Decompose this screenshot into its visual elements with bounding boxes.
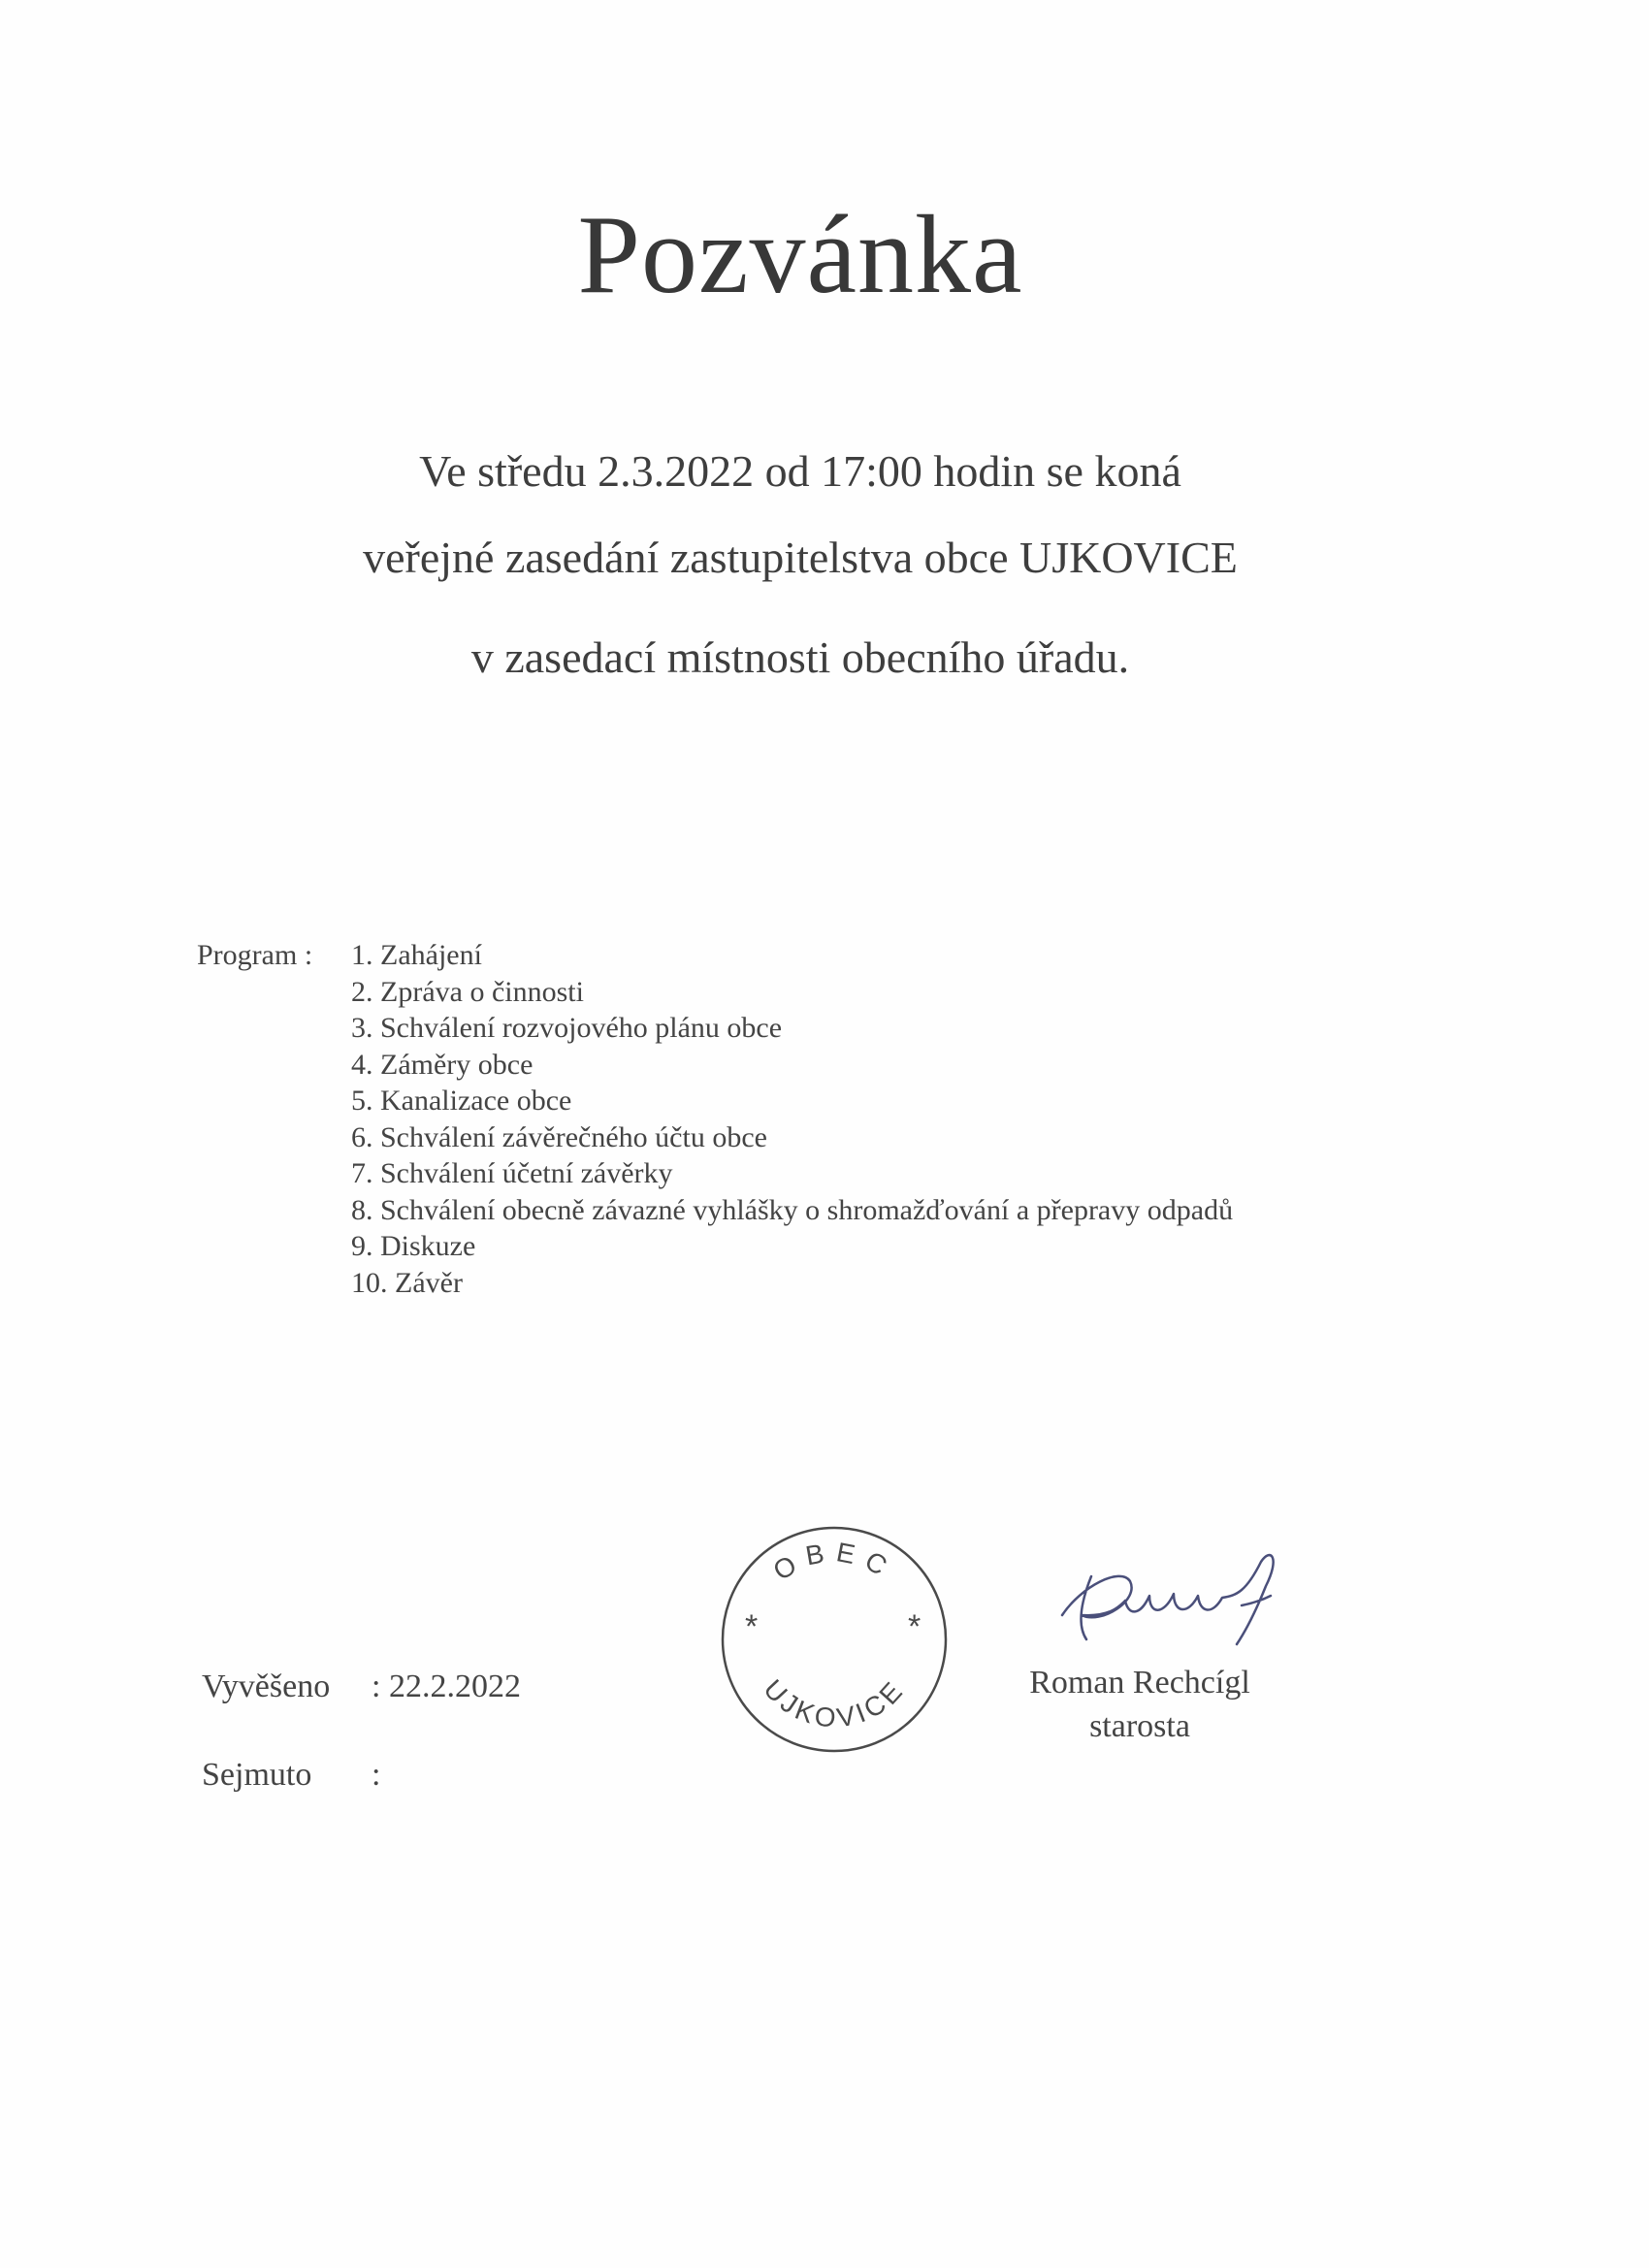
agenda-item: 2. Zpráva o činnosti <box>351 975 584 1008</box>
signature-image <box>1052 1547 1305 1654</box>
posted-label: Vyvěšeno <box>202 1669 331 1704</box>
signer-role: starosta <box>1089 1708 1190 1744</box>
removed-label: Sejmuto <box>202 1757 312 1793</box>
program-label: Program : <box>197 939 313 971</box>
agenda-item: 8. Schválení obecně závazné vyhlášky o shromažďování a přepravy odpadů <box>351 1193 1234 1226</box>
agenda-item: 7. Schválení účetní závěrky <box>351 1157 673 1189</box>
removed-row <box>202 1759 380 1792</box>
posted-date: : 22.2.2022 <box>372 1669 521 1704</box>
stamp-star-left: * <box>745 1608 759 1645</box>
agenda-item: 3. Schválení rozvojového plánu obce <box>351 1012 783 1044</box>
municipal-stamp <box>718 1523 951 1756</box>
posted-row <box>202 1670 521 1703</box>
agenda-item: 9. Diskuze <box>351 1230 476 1262</box>
agenda-item: 1. Zahájení <box>351 939 482 971</box>
intro-line-location: v zasedací místnosti obecního úřadu. <box>470 632 1130 682</box>
removed-date: : <box>372 1757 381 1793</box>
agenda-item: 10. Závěr <box>351 1266 463 1299</box>
stamp-top-text: OBEC <box>767 1537 901 1587</box>
agenda-list <box>351 941 1233 1305</box>
stamp-star-right: * <box>908 1608 922 1645</box>
intro-line-meeting: veřejné zasedání zastupitelstva obce UJKOVICE <box>363 533 1238 582</box>
document-title: Pozvánka <box>577 193 1023 317</box>
agenda-item: 5. Kanalizace obce <box>351 1085 572 1117</box>
agenda-item: 6. Schválení závěrečného účtu obce <box>351 1120 767 1153</box>
intro-line-date: Ve středu 2.3.2022 od 17:00 hodin se koná <box>419 446 1181 496</box>
agenda-item: 4. Záměry obce <box>351 1048 534 1081</box>
signer-name: Roman Rechcígl <box>1029 1665 1250 1701</box>
stamp-bottom-text: UJKOVICE <box>758 1673 911 1733</box>
